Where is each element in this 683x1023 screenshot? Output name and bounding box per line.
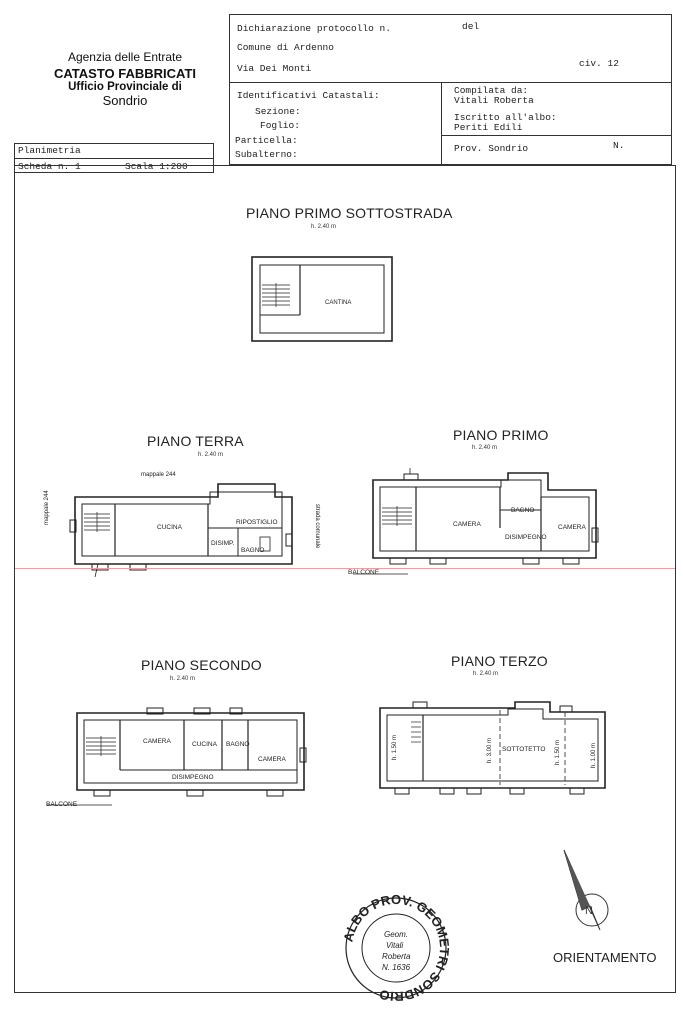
civ-label: civ. 12 <box>579 58 619 69</box>
room-bagno-terra: BAGNO <box>241 547 265 554</box>
scheda-label: Scheda n. 1 <box>18 161 81 172</box>
room-camera-primo-2: CAMERA <box>558 524 586 531</box>
height-label-4: h. 1.00 m <box>591 742 597 768</box>
mappale-top: mappale 244 <box>141 472 176 478</box>
floor-height-terra: h. 2.40 m <box>198 452 224 458</box>
comune-label: Comune di Ardenno <box>237 42 334 53</box>
plan-primo <box>368 468 618 578</box>
iscritto-value: Periti Edili <box>454 122 523 133</box>
stamp-geom: Geom. <box>384 930 409 939</box>
compilata-label: Compilata da: <box>454 85 529 96</box>
del-label: del <box>462 21 480 32</box>
height-label-1: h. 1.50 m <box>392 734 398 760</box>
scan-line <box>15 568 675 569</box>
room-disimpegno-terra: DISIMP. <box>211 540 235 547</box>
room-cucina-secondo: CUCINA <box>192 741 217 748</box>
room-disimpegno-primo: DISIMPEGNO <box>505 534 547 541</box>
prov-label: Prov. Sondrio <box>454 143 529 154</box>
stamp-roberta: Roberta <box>382 952 411 961</box>
floor-height-terzo: h. 2.40 m <box>473 671 499 677</box>
scala-label: Scala 1:200 <box>125 161 188 172</box>
foglio-label: Foglio: <box>260 120 300 131</box>
ufficio-label: Ufficio Provinciale di <box>68 81 182 93</box>
catasto-title: CATASTO FABBRICATI <box>53 66 197 81</box>
strada-comunale: strada comunale <box>314 504 320 549</box>
via-label: Via Dei Monti <box>237 63 312 74</box>
floor-title-primo: PIANO PRIMO <box>453 427 549 443</box>
subalterno-label: Subalterno: <box>235 149 298 160</box>
balcone-secondo: BALCONE <box>46 801 78 808</box>
height-label-3: h. 1.50 m <box>555 739 561 765</box>
floor-title-terzo: PIANO TERZO <box>451 653 548 669</box>
orientamento-label: ORIENTAMENTO <box>553 950 657 965</box>
particella-label: Particella: <box>235 135 298 146</box>
plan-sottostrada <box>250 255 395 345</box>
room-cantina: CANTINA <box>325 300 352 306</box>
room-cucina-terra: CUCINA <box>157 524 182 531</box>
dichiarazione-label: Dichiarazione protocollo n. <box>237 23 391 34</box>
room-ripostiglio: RIPOSTIGLIO <box>236 519 278 526</box>
province-name: Sondrio <box>102 93 148 108</box>
floor-title-secondo: PIANO SECONDO <box>141 657 262 673</box>
identificativi-label: Identificativi Catastali: <box>237 90 380 101</box>
floor-height-primo: h. 2.40 m <box>472 445 498 451</box>
n-label: N. <box>613 140 625 151</box>
floor-title-sottostrada: PIANO PRIMO SOTTOSTRADA <box>246 205 453 221</box>
floor-height-sottostrada: h. 2.40 m <box>311 224 337 230</box>
mappale-left: mappale 244 <box>44 490 50 525</box>
iscritto-label: Iscritto all'albo: <box>454 112 557 123</box>
room-bagno-primo: BAGNO <box>511 507 535 514</box>
floor-title-terra: PIANO TERRA <box>147 433 244 449</box>
height-label-2: h. 3.00 m <box>487 737 493 763</box>
balcone-primo: BALCONE <box>348 569 380 576</box>
room-disimpegno-secondo: DISIMPEGNO <box>172 774 214 781</box>
room-bagno-secondo: BAGNO <box>226 741 250 748</box>
planimetria-label: Planimetria <box>18 145 81 156</box>
north-arrow-icon <box>560 848 620 943</box>
room-camera-secondo-2: CAMERA <box>258 756 286 763</box>
room-sottotetto: SOTTOTETTO <box>502 746 546 753</box>
room-camera-secondo-1: CAMERA <box>143 738 171 745</box>
room-camera-primo-1: CAMERA <box>453 521 481 528</box>
plan-terra <box>70 482 320 577</box>
compilata-name: Vitali Roberta <box>454 95 534 106</box>
agency-name: Agenzia delle Entrate <box>67 50 183 64</box>
plan-terzo <box>375 700 615 800</box>
svg-text:ALBO PROV. GEOMETRI SONDRIO: ALBO PROV. GEOMETRI SONDRIO <box>340 891 453 1005</box>
floor-height-secondo: h. 2.40 m <box>170 676 196 682</box>
svg-text:N: N <box>585 905 593 917</box>
sezione-label: Sezione: <box>255 106 301 117</box>
agency-block <box>30 50 220 108</box>
stamp-number: N. 1636 <box>382 963 411 972</box>
stamp-vitali: Vitali <box>386 941 404 950</box>
